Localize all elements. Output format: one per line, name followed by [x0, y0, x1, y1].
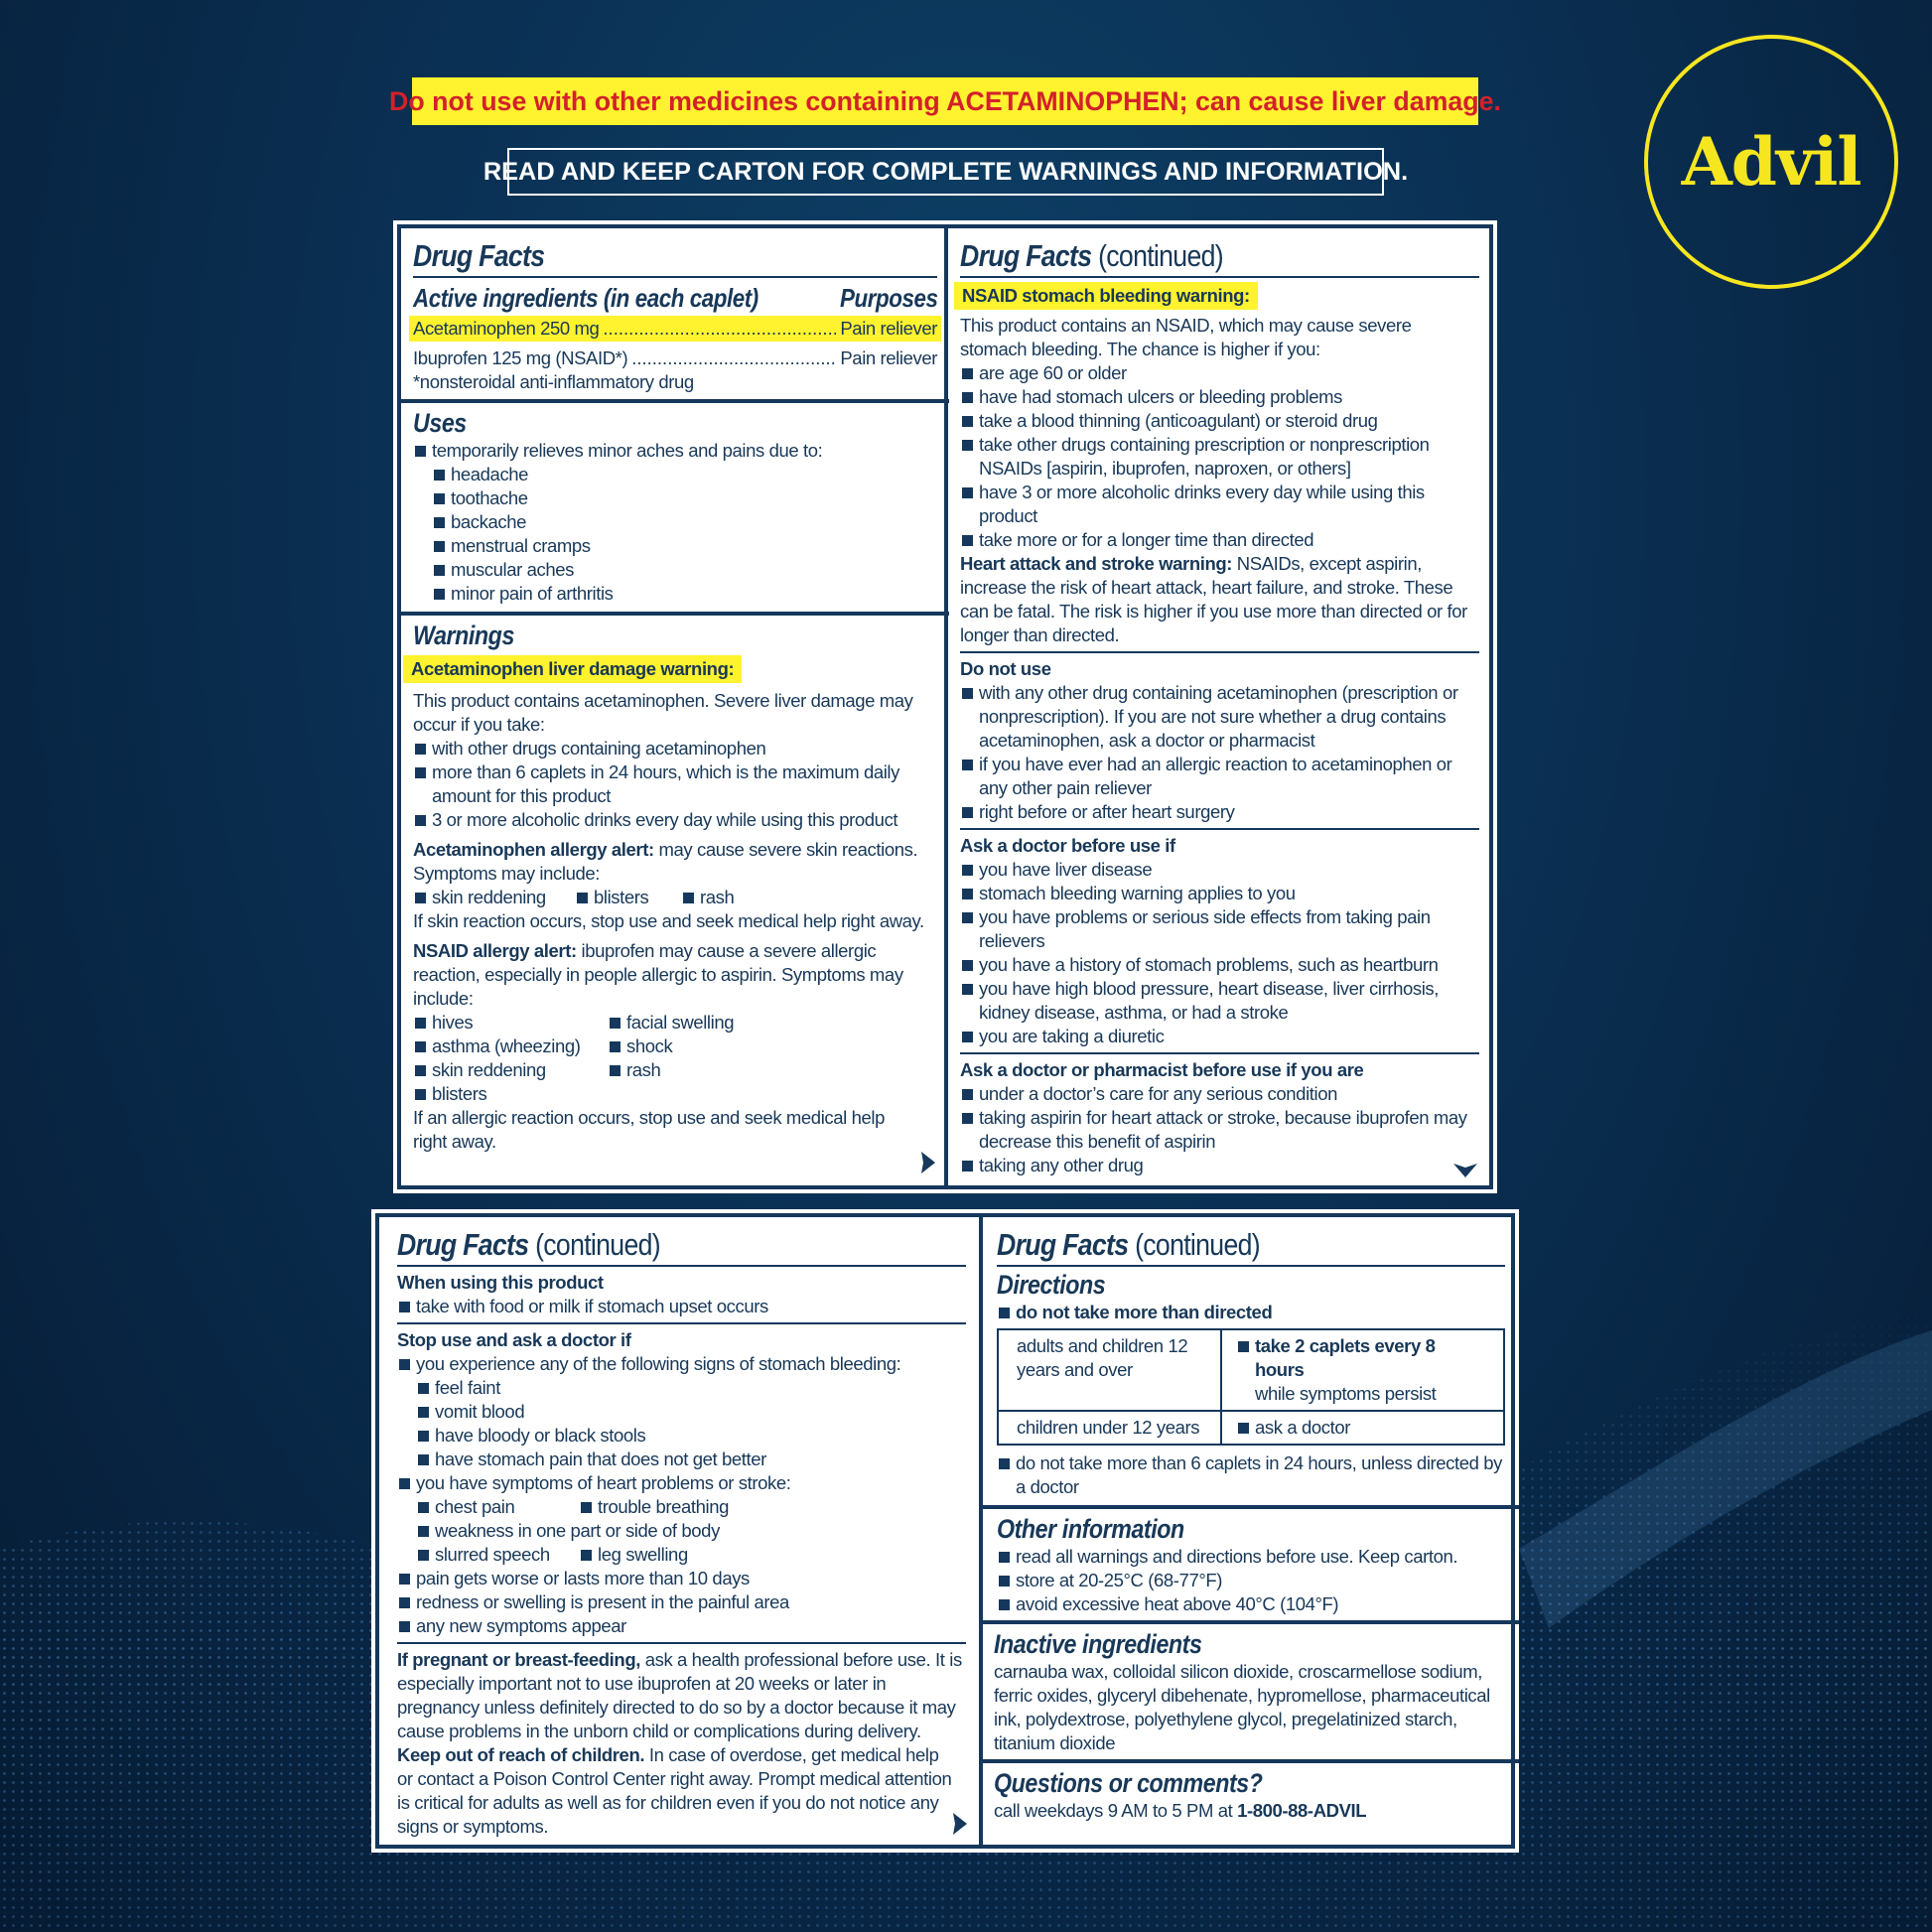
- pregnancy-warning: If pregnant or breast-feeding, ask a health professional before use. It is especially important not to use ibuprofen at 20 weeks or later in pregnancy unless definitely directed to do so by a doctor because it may cause problems in the unborn child or complications during delivery.: [397, 1649, 962, 1741]
- list-item: taking aspirin for heart attack or stroke, because ibuprofen may decrease this benefit of aspirin: [960, 1106, 1479, 1154]
- list-item: weakness in one part or side of body: [416, 1519, 966, 1543]
- liver-warning-title: Acetaminophen liver damage warning:: [403, 655, 742, 683]
- table-row: [998, 1411, 1504, 1445]
- list-item: more than 6 caplets in 24 hours, which is the maximum daily amount for this product: [413, 760, 937, 808]
- continue-right-arrow-icon: [951, 1813, 967, 1835]
- list-item: any new symptoms appear: [397, 1614, 966, 1638]
- acetaminophen-allergy-alert: Acetaminophen allergy alert: may cause severe skin reactions. Symptoms may include:: [413, 839, 918, 884]
- continue-right-arrow-icon: [919, 1152, 935, 1173]
- list-item: shock: [608, 1035, 734, 1058]
- acetaminophen-warning-banner: Do not use with other medicines containing ACETAMINOPHEN; can cause liver damage.: [412, 77, 1478, 125]
- list-item: take a blood thinning (anticoagulant) or steroid drug: [960, 409, 1479, 433]
- uses-intro: temporarily relieves minor aches and pains due to:: [413, 439, 937, 463]
- drug-facts-column-1: [413, 228, 937, 1185]
- list-item: pain gets worse or lasts more than 10 days: [397, 1567, 966, 1590]
- list-item: rash: [681, 886, 734, 909]
- active-ingredients-header: Active ingredients (in each caplet): [413, 283, 759, 313]
- stop-use-intro: you experience any of the following signs of stomach bleeding:: [397, 1352, 966, 1376]
- list-item: you have high blood pressure, heart disease, liver cirrhosis, kidney disease, asthma, or had a stroke: [960, 977, 1479, 1025]
- drug-facts-continued-title: Drug Facts (continued): [997, 1227, 1260, 1262]
- list-item: vomit blood: [416, 1400, 966, 1424]
- dosage-age: adults and children 12 years and over: [998, 1329, 1221, 1411]
- list-item: blisters: [413, 1082, 608, 1106]
- nsaid-warning-title: NSAID stomach bleeding warning:: [954, 282, 1258, 310]
- brand-name: Advil: [1681, 123, 1862, 201]
- list-item: have had stomach ulcers or bleeding problems: [960, 385, 1479, 409]
- table-row: [998, 1329, 1504, 1411]
- list-item: chest pain: [416, 1495, 579, 1519]
- list-item: have bloody or black stools: [416, 1424, 966, 1448]
- directions-first: do not take more than directed: [997, 1301, 1505, 1324]
- list-item: take more or for a longer time than directed: [960, 528, 1479, 552]
- nsaid-after-text: If an allergic reaction occurs, stop use and seek medical help right away.: [413, 1107, 885, 1152]
- list-item: taking any other drug: [960, 1154, 1479, 1177]
- dosage-table: [997, 1328, 1505, 1446]
- list-item: rash: [608, 1058, 734, 1082]
- ingredient-row-ibuprofen: Ibuprofen 125 mg (NSAID*) ..... Pain reliever: [413, 346, 937, 370]
- directions-title: Directions: [997, 1270, 1106, 1300]
- dosage-instruction: ask a doctor: [1236, 1416, 1485, 1440]
- list-item: redness or swelling is present in the painful area: [397, 1590, 966, 1614]
- list-item: if you have ever had an allergic reaction to acetaminophen or any other pain reliever: [960, 753, 1479, 800]
- drug-facts-column-4: [983, 1217, 1519, 1845]
- drug-facts-panel-bottom: [371, 1209, 1519, 1853]
- dosage-age: children under 12 years: [998, 1411, 1221, 1445]
- keep-out-of-reach: Keep out of reach of children. In case of overdose, get medical help or contact a Poison Control Center right away. Prompt medical attention is critical for adults as well as for children even if you do not notice any signs or symptoms.: [397, 1744, 952, 1837]
- dosage-instruction: take 2 caplets every 8 hours while symptoms persist: [1236, 1334, 1485, 1406]
- nsaid-footnote: *nonsteroidal anti-inflammatory drug: [413, 371, 694, 392]
- ask-pharmacist-title: Ask a doctor or pharmacist before use if you are: [960, 1059, 1364, 1080]
- list-item: backache: [432, 510, 937, 534]
- list-item: avoid excessive heat above 40°C (104°F): [997, 1592, 1505, 1616]
- drug-facts-continued-title: Drug Facts (continued): [960, 238, 1223, 273]
- list-item: menstrual cramps: [432, 534, 937, 558]
- list-item: you have problems or serious side effects from taking pain relievers: [960, 905, 1479, 953]
- list-item: slurred speech: [416, 1543, 579, 1567]
- list-item: with other drugs containing acetaminophen: [413, 737, 937, 760]
- list-item: right before or after heart surgery: [960, 800, 1479, 824]
- other-information-title: Other information: [997, 1514, 1184, 1544]
- heart-stroke-warning: Heart attack and stroke warning: NSAIDs, except aspirin, increase the risk of heart attack, heart failure, and stroke. These can be fatal. The risk is higher if you use more than directed or for longer than directed.: [960, 553, 1467, 645]
- list-item: hives: [413, 1011, 608, 1035]
- ask-doctor-title: Ask a doctor before use if: [960, 835, 1175, 856]
- liver-intro: This product contains acetaminophen. Severe liver damage may occur if you take:: [413, 690, 913, 735]
- list-item: read all warnings and directions before use. Keep carton.: [997, 1545, 1505, 1569]
- list-item: you have a history of stomach problems, such as heartburn: [960, 953, 1479, 977]
- list-item: have stomach pain that does not get better: [416, 1448, 966, 1471]
- list-item: store at 20-25°C (68-77°F): [997, 1569, 1505, 1592]
- list-item: take other drugs containing prescription or nonprescription NSAIDs [aspirin, ibuprofen, naproxen, or others]: [960, 433, 1479, 481]
- list-item: facial swelling: [608, 1011, 734, 1035]
- read-keep-carton-notice: READ AND KEEP CARTON FOR COMPLETE WARNINGS AND INFORMATION.: [507, 148, 1384, 196]
- list-item: stomach bleeding warning applies to you: [960, 882, 1479, 905]
- inactive-ingredients-title: Inactive ingredients: [994, 1629, 1202, 1659]
- when-using-title: When using this product: [397, 1272, 604, 1293]
- list-item: minor pain of arthritis: [432, 582, 937, 606]
- list-item: take with food or milk if stomach upset occurs: [397, 1295, 966, 1318]
- list-item: are age 60 or older: [960, 361, 1479, 385]
- list-item: leg swelling: [579, 1543, 688, 1567]
- list-item: you have liver disease: [960, 858, 1479, 882]
- continue-down-arrow-icon: [1453, 1162, 1477, 1177]
- list-item: feel faint: [416, 1376, 966, 1400]
- phone-number: 1-800-88-ADVIL: [1237, 1800, 1367, 1821]
- list-item: muscular aches: [432, 558, 937, 582]
- drug-facts-column-3: [397, 1217, 966, 1845]
- ingredient-row-acetaminophen: Acetaminophen 250 mg ..... Pain reliever: [409, 316, 941, 342]
- drug-facts-title: Drug Facts: [413, 238, 545, 273]
- list-item: have 3 or more alcoholic drinks every day while using this product: [960, 481, 1479, 528]
- directions-last: do not take more than 6 caplets in 24 hours, unless directed by a doctor: [997, 1451, 1505, 1499]
- list-item: you are taking a diuretic: [960, 1025, 1479, 1048]
- drug-facts-column-2: [960, 228, 1479, 1185]
- heart-symptoms-intro: you have symptoms of heart problems or stroke:: [397, 1471, 966, 1495]
- questions-title: Questions or comments?: [994, 1768, 1263, 1798]
- nsaid-intro: This product contains an NSAID, which may cause severe stomach bleeding. The chance is higher if you:: [960, 315, 1412, 359]
- list-item: trouble breathing: [579, 1495, 729, 1519]
- list-item: under a doctor’s care for any serious condition: [960, 1082, 1479, 1106]
- warnings-title: Warnings: [413, 621, 514, 650]
- uses-title: Uses: [413, 408, 467, 438]
- purposes-header: Purposes: [839, 283, 937, 313]
- drug-facts-continued-title: Drug Facts (continued): [397, 1227, 660, 1262]
- list-item: headache: [432, 463, 937, 486]
- list-item: asthma (wheezing): [413, 1035, 608, 1058]
- list-item: blisters: [575, 886, 681, 909]
- stop-use-title: Stop use and ask a doctor if: [397, 1329, 631, 1350]
- uses-list: [432, 463, 937, 606]
- drug-facts-panel-top: [393, 220, 1497, 1193]
- list-item: toothache: [432, 486, 937, 510]
- inactive-ingredients-text: carnauba wax, colloidal silicon dioxide, croscarmellose sodium, ferric oxides, glyceryl dibehenate, hypromellose, pharmaceutical ink, polydextrose, polyethylene glycol, pregelatinized starch, titanium dioxide: [994, 1661, 1490, 1753]
- list-item: with any other drug containing acetaminophen (prescription or nonprescription). If you are not sure whether a drug contains acetaminophen, ask a doctor or pharmacist: [960, 681, 1479, 753]
- do-not-use-title: Do not use: [960, 658, 1051, 679]
- questions-contact: call weekdays 9 AM to 5 PM at 1-800-88-ADVIL: [994, 1800, 1367, 1821]
- advil-logo: [1644, 35, 1898, 289]
- list-item: skin reddening: [413, 1058, 608, 1082]
- nsaid-allergy-alert: NSAID allergy alert: ibuprofen may cause a severe allergic reaction, especially in people allergic to aspirin. Symptoms may include:: [413, 940, 903, 1009]
- list-item: skin reddening: [413, 886, 575, 909]
- list-item: 3 or more alcoholic drinks every day while using this product: [413, 808, 937, 832]
- acet-after-text: If skin reaction occurs, stop use and seek medical help right away.: [413, 910, 924, 931]
